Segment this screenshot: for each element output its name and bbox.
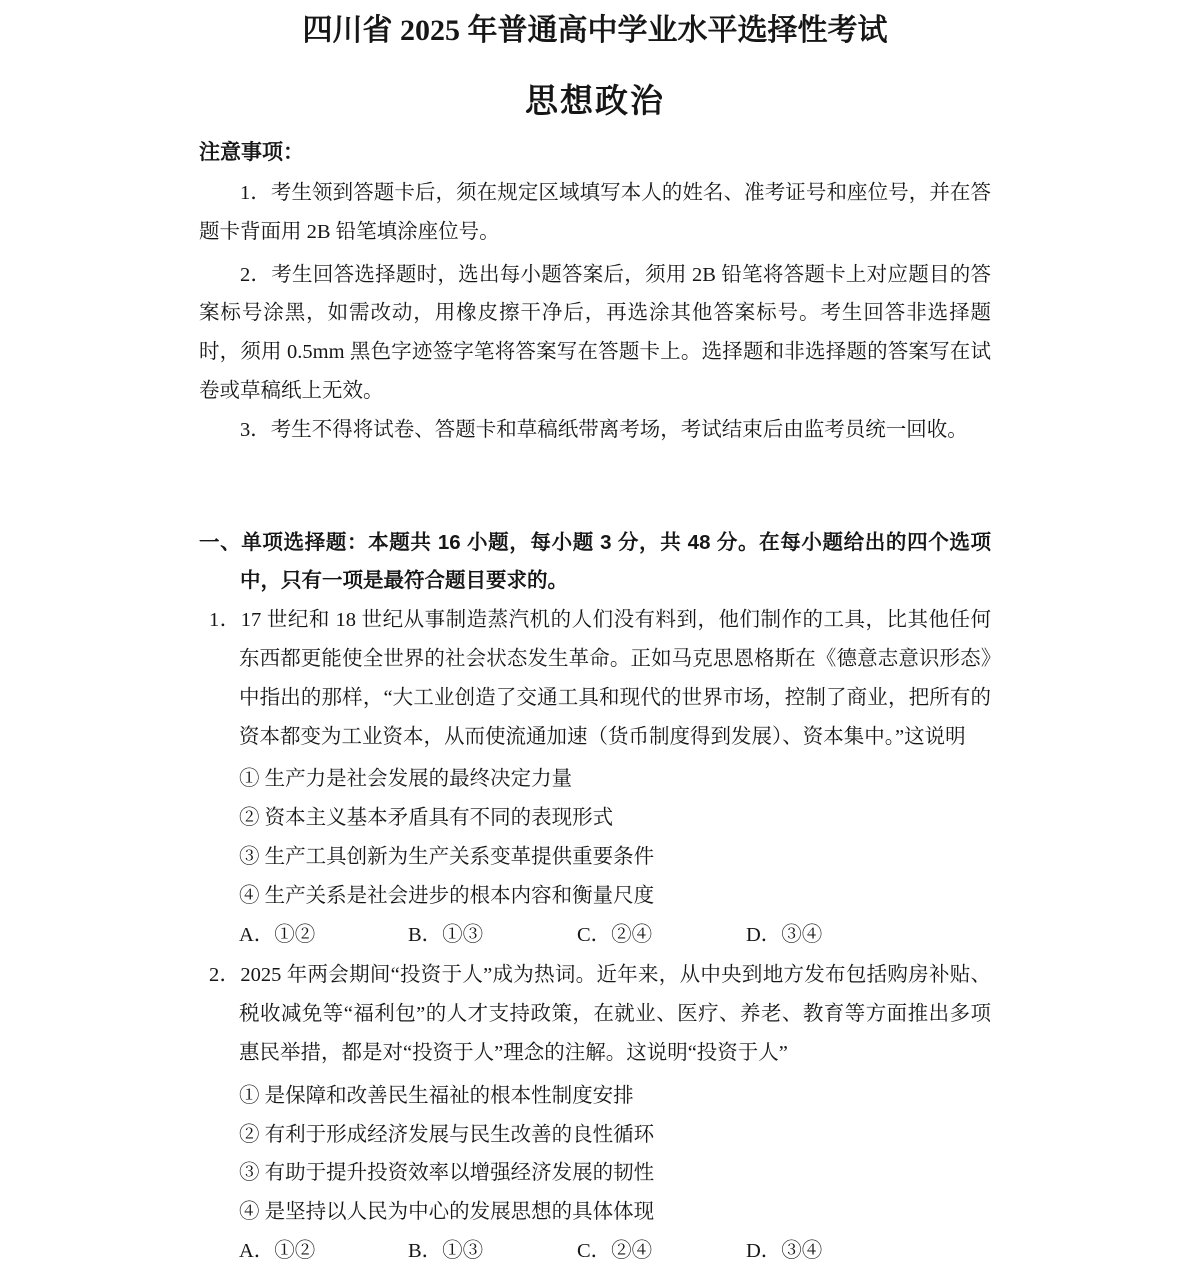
- choice-item: D．③④: [746, 1239, 823, 1262]
- notice-heading: 注意事项：: [199, 141, 304, 164]
- choice-item: B．①③: [408, 923, 484, 946]
- notice-item-2: 2．考生回答选择题时，选出每小题答案后，须用 2B 铅笔将答题卡上对应题目的答案标号涂黑，如需改动，用橡皮擦干净后，再选涂其他答案标号。考生回答非选择题时，须用 0.5mm 黑色字迹签字笔将答案写在答题卡上。选择题和非选择题的答案写在试卷或草稿纸上无效。: [199, 263, 991, 402]
- subject-title: 思想政治: [525, 82, 665, 119]
- choice-item: B．①③: [408, 1239, 484, 1262]
- question-2-choices: [199, 1232, 991, 1269]
- choice-item: D．③④: [746, 923, 823, 946]
- option-item: ② 资本主义基本矛盾具有不同的表现形式: [239, 807, 614, 830]
- option-item: ② 有利于形成经济发展与民生改善的良性循环: [239, 1123, 655, 1146]
- choice-item: C．②④: [577, 923, 653, 946]
- option-item: ① 是保障和改善民生福祉的根本性制度安排: [239, 1084, 634, 1107]
- question-1-stem-text: 17 世纪和 18 世纪从事制造蒸汽机的人们没有料到，他们制作的工具，比其他任何东西都更能使全世界的社会状态发生革命。正如马克思恩格斯在《德意志意识形态》中指出的那样，“大工业创造了交通工具和现代的世界市场，控制了商业，把所有的资本都变为工业资本，从而使流通加速（货币制度得到发展）、资本集中。”这说明: [239, 609, 992, 748]
- question-1-choices: [199, 916, 991, 955]
- option-item: ③ 生产工具创新为生产关系变革提供重要条件: [239, 845, 655, 868]
- choice-item: C．②④: [577, 1239, 653, 1262]
- notice-item-3: 3．考生不得将试卷、答题卡和草稿纸带离考场，考试结束后由监考员统一回收。: [240, 418, 968, 441]
- question-2-stem: [199, 956, 991, 1072]
- option-item: ③ 有助于提升投资效率以增强经济发展的韧性: [239, 1162, 655, 1185]
- question-1-number: 1．: [209, 609, 241, 632]
- question-2-options: [199, 1077, 991, 1232]
- question-2-number: 2．: [209, 964, 241, 987]
- notice-item-1: 1．考生领到答题卡后，须在规定区域填写本人的姓名、准考证号和座位号，并在答题卡背面用 2B 铅笔填涂座位号。: [199, 182, 991, 243]
- question-2-stem-text: 2025 年两会期间“投资于人”成为热词。近年来，从中央到地方发布包括购房补贴、税收减免等“福利包”的人才支持政策，在就业、医疗、养老、教育等方面推出多项惠民举措，都是对“投资于人”理念的注解。这说明“投资于人”: [239, 964, 992, 1064]
- section-heading: 一、单项选择题：本题共 16 小题，每小题 3 分，共 48 分。在每小题给出的四个选项中，只有一项是最符合题目要求的。: [199, 530, 991, 593]
- choice-item: A．①②: [239, 923, 316, 946]
- option-item: ④ 生产关系是社会进步的根本内容和衡量尺度: [239, 884, 655, 907]
- option-item: ① 生产力是社会发展的最终决定力量: [239, 768, 573, 791]
- page-title: 四川省 2025 年普通高中学业水平选择性考试: [302, 14, 888, 47]
- option-item: ④ 是坚持以人民为中心的发展思想的具体体现: [239, 1201, 655, 1224]
- question-1-stem: [199, 601, 991, 756]
- choice-item: A．①②: [239, 1239, 316, 1262]
- question-1: [199, 601, 991, 954]
- question-2: [199, 956, 991, 1269]
- question-1-options: [199, 760, 991, 915]
- document-content: [199, 0, 991, 1269]
